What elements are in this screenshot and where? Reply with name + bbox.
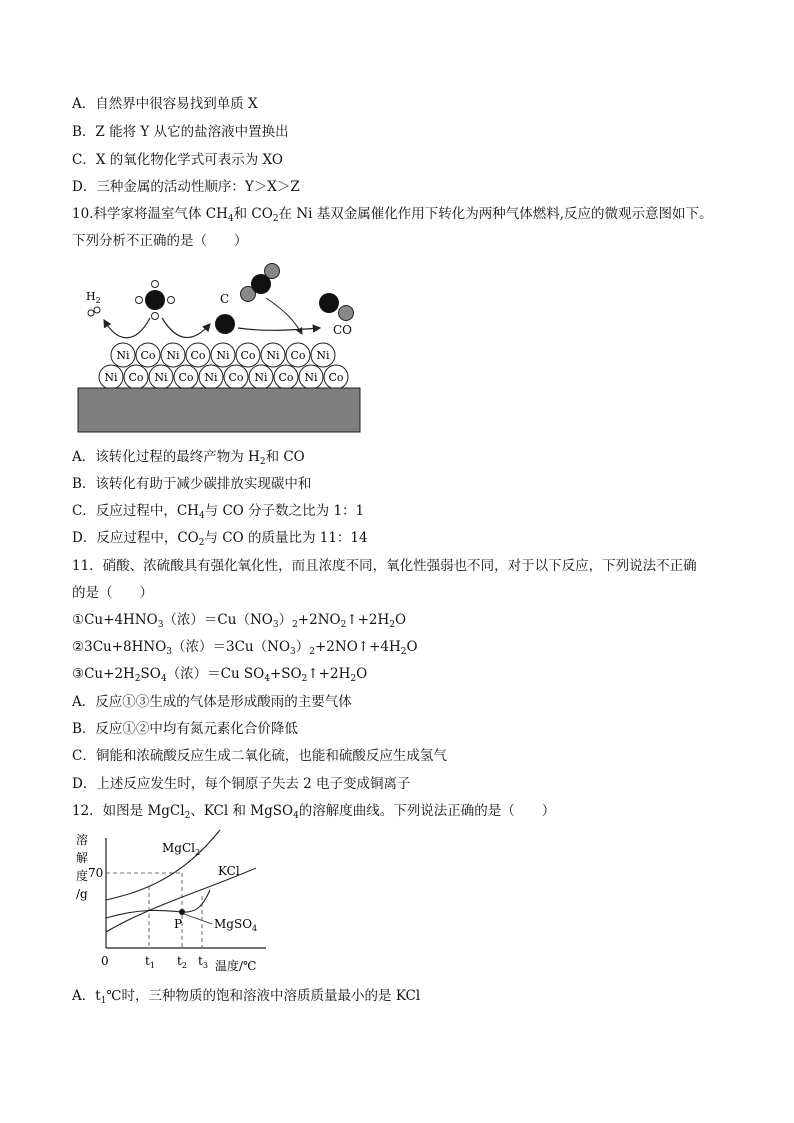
q11-equation-1: $①Cu+4HNO_3$（浓）$=Cu(NO_3)_2+2NO_2↑+2H_2O$ xyxy=(72,612,407,630)
catalyst-atom-label: Ni xyxy=(304,371,318,384)
h2-label: $H_2$ xyxy=(86,290,101,305)
catalyst-atom-label: Co xyxy=(128,371,144,384)
q11-stem-line2: 的是（ ） xyxy=(72,585,153,601)
q10-option-c: C．反应过程中，$CH_4$与 CO 分子数之比为 1：1 xyxy=(72,503,365,521)
arrow-o-to-co xyxy=(266,298,302,334)
q9-option-a: A．自然界中很容易找到单质 X xyxy=(72,96,258,112)
x-tick-t1: $t_1$ xyxy=(145,954,155,970)
mgso4-label: MgSO$_4$ xyxy=(214,917,258,933)
solubility-curve-chart xyxy=(70,828,280,978)
h-atom xyxy=(94,307,100,313)
catalyst-atom-label: Ni xyxy=(254,371,268,384)
catalyst-atom-label: Co xyxy=(190,349,206,362)
kcl-label: KCl xyxy=(218,864,240,878)
catalyst-atom-label: Co xyxy=(228,371,244,384)
catalyst-atom-label: Ni xyxy=(204,371,218,384)
arrow-to-h2 xyxy=(104,318,150,338)
catalyst-atom-label: Ni xyxy=(104,371,118,384)
mgso4-pointer xyxy=(184,914,212,924)
q10-option-b: B．该转化有助于减少碳排放实现碳中和 xyxy=(72,476,312,492)
catalyst-atom-label: Ni xyxy=(316,349,330,362)
catalyst-atom-label: Co xyxy=(178,371,194,384)
c-atom xyxy=(215,314,235,334)
x-axis-label: 温度/℃ xyxy=(215,959,257,973)
y-axis-label-4: /g xyxy=(76,887,88,901)
support-substrate xyxy=(78,388,360,432)
y-axis-label-2: 解 xyxy=(76,851,89,865)
q11-option-d: D．上述反应发生时，每个铜原子失去 2 电子变成铜离子 xyxy=(72,776,411,792)
co-o-atom xyxy=(339,306,354,321)
y-tick-70: 70 xyxy=(88,866,104,880)
catalyst-atom-label: Co xyxy=(328,371,344,384)
q9-option-b: B．Z 能将 Y 从它的盐溶液中置换出 xyxy=(72,124,289,140)
catalyst-atom-label: Ni xyxy=(116,349,130,362)
q11-equation-2: $②3Cu+8HNO_3$（浓）$=3Cu(NO_3)_2+2NO↑+4H_2O$ xyxy=(72,639,418,657)
q10-option-a: A．该转化过程的最终产物为 $H_2$和 CO xyxy=(72,449,305,467)
co2-molecule xyxy=(241,264,280,302)
catalyst-atom-label: Ni xyxy=(266,349,280,362)
y-axis-label-1: 溶 xyxy=(76,833,89,847)
q10-stem-line2: 下列分析不正确的是（ ） xyxy=(72,233,248,249)
catalyst-atom-label: Ni xyxy=(216,349,230,362)
arrow-to-c xyxy=(162,318,210,338)
point-p-label: P xyxy=(174,917,183,931)
ch4-molecule xyxy=(136,281,175,320)
mgso4-curve xyxy=(106,890,210,918)
catalyst-row-top xyxy=(111,343,335,367)
q12-stem: 12．如图是 MgCl$_2$、KCl 和 MgSO$_4$的溶解度曲线。下列说法正确的是（ ） xyxy=(72,803,556,821)
c-label: C xyxy=(220,292,230,306)
q9-option-c: C．X 的氧化物化学式可表示为 XO xyxy=(72,152,283,168)
catalyst-atom-label: Co xyxy=(240,349,256,362)
q11-stem-line1: 11．硝酸、浓硫酸具有强化氧化性，而且浓度不同，氧化性强弱也不同，对于以下反应，下列说法不正确 xyxy=(72,558,697,574)
catalyst-atom-label: Ni xyxy=(154,371,168,384)
catalyst-atom-label: Co xyxy=(140,349,156,362)
q9-option-d: D．三种金属的活动性顺序：Y＞X＞Z xyxy=(72,179,300,195)
co-c-atom xyxy=(319,293,339,313)
arrow-c-to-co xyxy=(238,328,320,330)
q12-option-a: A．$t_1℃$时，三种物质的饱和溶液中溶质质量最小的是 KCl xyxy=(72,988,421,1006)
origin-label: 0 xyxy=(101,954,109,968)
y-axis-label-3: 度 xyxy=(76,869,89,883)
q10-reaction-diagram xyxy=(76,258,366,438)
q11-option-a: A．反应①③生成的气体是形成酸雨的主要气体 xyxy=(72,694,352,710)
catalyst-row-bottom xyxy=(99,365,348,389)
co-label: CO xyxy=(333,323,353,337)
catalyst-atom-label: Co xyxy=(290,349,306,362)
q10-stem-line1: 10.科学家将温室气体 $CH_4$和 $CO_2$在 Ni 基双金属催化作用下转化为两种气体燃料,反应的微观示意图如下。 xyxy=(72,206,713,224)
q11-equation-3: $③Cu+2H_2SO_4$（浓）＝Cu $SO_4+SO_2↑+2H_2O$ xyxy=(72,666,368,684)
q11-option-b: B．反应①②中均有氮元素化合价降低 xyxy=(72,721,298,737)
mgcl2-label: MgCl$_2$ xyxy=(162,841,201,857)
catalyst-atom-label: Co xyxy=(278,371,294,384)
x-tick-t2: $t_2$ xyxy=(177,954,187,970)
q10-option-d: D．反应过程中，$CO_2$与 CO 的质量比为 11：14 xyxy=(72,530,368,548)
h-atom xyxy=(88,310,94,316)
x-tick-t3: $t_3$ xyxy=(198,954,208,970)
q11-option-c: C．铜能和浓硫酸反应生成二氧化硫，也能和硫酸反应生成氢气 xyxy=(72,748,447,764)
catalyst-atom-label: Ni xyxy=(166,349,180,362)
